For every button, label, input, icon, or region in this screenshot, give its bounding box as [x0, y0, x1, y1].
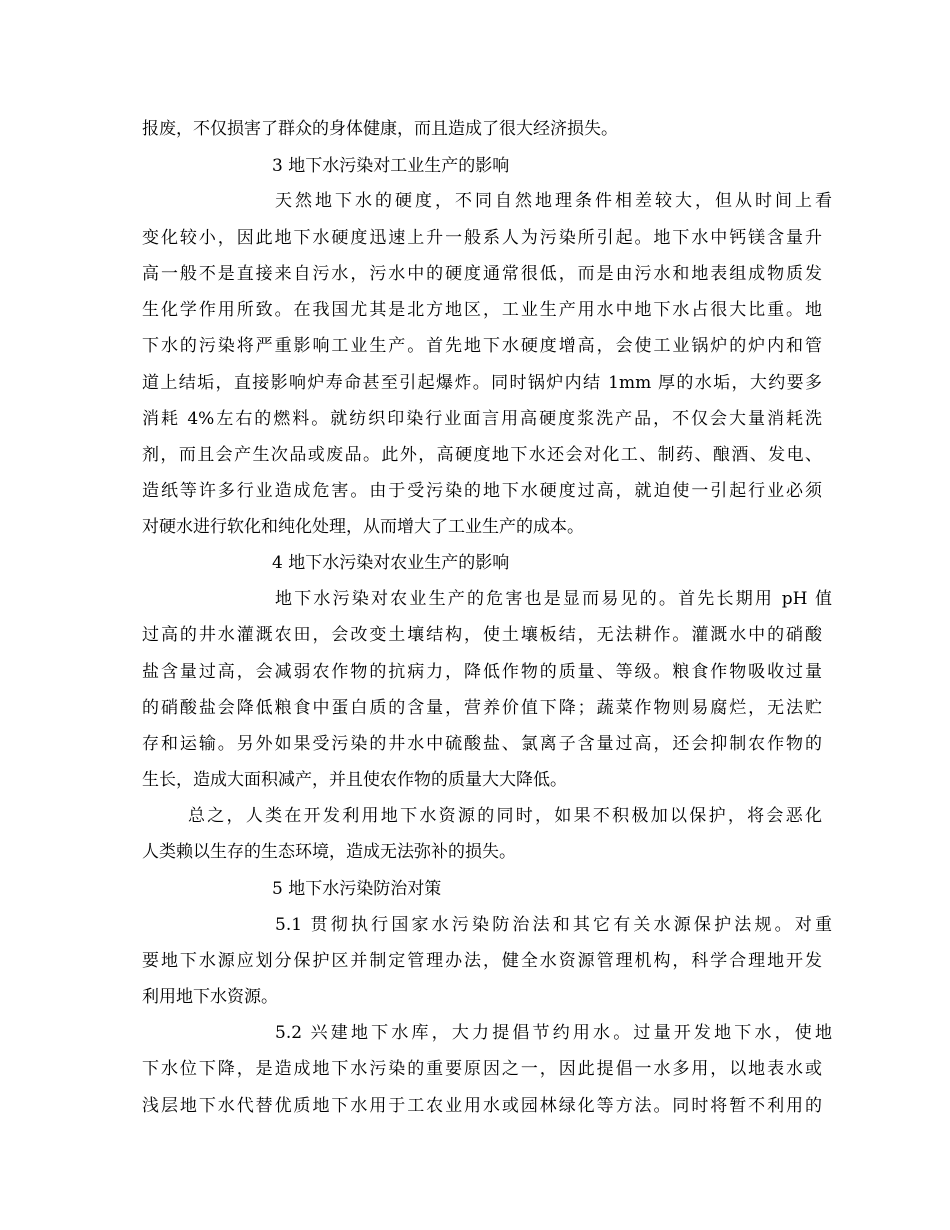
- text-line: 剂，而且会产生次品或废品。此外，高硬度地下水还会对化工、制药、酿酒、发电、: [142, 445, 822, 465]
- text-line: 的硝酸盐会降低粮食中蛋白质的含量，营养价值下降；蔬菜作物则易腐烂，无法贮: [142, 698, 822, 718]
- text-line: 盐含量过高，会减弱农作物的抗病力，降低作物的质量、等级。粮食作物吸收过量: [142, 662, 822, 682]
- text-line: 下水位下降，是造成地下水污染的重要原因之一，因此提倡一水多用，以地表水或: [142, 1059, 822, 1079]
- text-line: 高一般不是直接来自污水，污水中的硬度通常很低，而是由污水和地表组成物质发: [142, 264, 822, 284]
- text-line: 存和运输。另外如果受污染的井水中硫酸盐、氯离子含量过高，还会抑制农作物的: [142, 734, 822, 754]
- text-line: 总之，人类在开发利用地下水资源的同时，如果不积极加以保护，将会恶化: [188, 806, 822, 826]
- text-line: 对硬水进行软化和纯化处理，从而增大了工业生产的成本。: [142, 517, 584, 537]
- text-line: 过高的井水灌溉农田，会改变土壤结构，使土壤板结，无法耕作。灌溉水中的硝酸: [142, 625, 822, 645]
- text-line: 要地下水源应划分保护区并制定管理办法，健全水资源管理机构，科学合理地开发: [142, 951, 822, 971]
- text-line: 道上结垢，直接影响炉寿命甚至引起爆炸。同时锅炉内结 1mm 厚的水垢，大约要多: [142, 373, 822, 393]
- section-heading-5: 5 地下水污染防治对策: [272, 879, 442, 899]
- text-line: 人类赖以生存的生态环境，造成无法弥补的损失。: [142, 842, 516, 862]
- text-line: 造纸等许多行业造成危害。由于受污染的地下水硬度过高，就迫使一引起行业必须: [142, 481, 822, 501]
- section-heading-4: 4 地下水污染对农业生产的影响: [272, 553, 510, 573]
- text-line: 报废，不仅损害了群众的身体健康，而且造成了很大经济损失。: [142, 119, 618, 139]
- text-line: 消耗 4%左右的燃料。就纺织印染行业面言用高硬度浆洗产品，不仅会大量消耗洗: [142, 409, 822, 429]
- text-line: 地下水污染对农业生产的危害也是显而易见的。首先长期用 pH 值: [275, 589, 832, 609]
- text-line: 天然地下水的硬度，不同自然地理条件相差较大，但从时间上看: [275, 191, 832, 211]
- text-line: 生长，造成大面积减产，并且使农作物的质量大大降低。: [142, 770, 567, 790]
- text-line: 下水的污染将严重影响工业生产。首先地下水硬度增高，会使工业锅炉的炉内和管: [142, 336, 822, 356]
- text-line: 5.1 贯彻执行国家水污染防治法和其它有关水源保护法规。对重: [275, 915, 832, 935]
- text-line: 生化学作用所致。在我国尤其是北方地区，工业生产用水中地下水占很大比重。地: [142, 300, 822, 320]
- text-line: 利用地下水资源。: [142, 987, 278, 1007]
- section-heading-3: 3 地下水污染对工业生产的影响: [272, 156, 510, 176]
- text-line: 变化较小，因此地下水硬度迅速上升一般系人为污染所引起。地下水中钙镁含量升: [142, 228, 822, 248]
- text-line: 浅层地下水代替优质地下水用于工农业用水或园林绿化等方法。同时将暂不利用的: [142, 1096, 822, 1116]
- text-line: 5.2 兴建地下水库，大力提倡节约用水。过量开发地下水，使地: [275, 1023, 832, 1043]
